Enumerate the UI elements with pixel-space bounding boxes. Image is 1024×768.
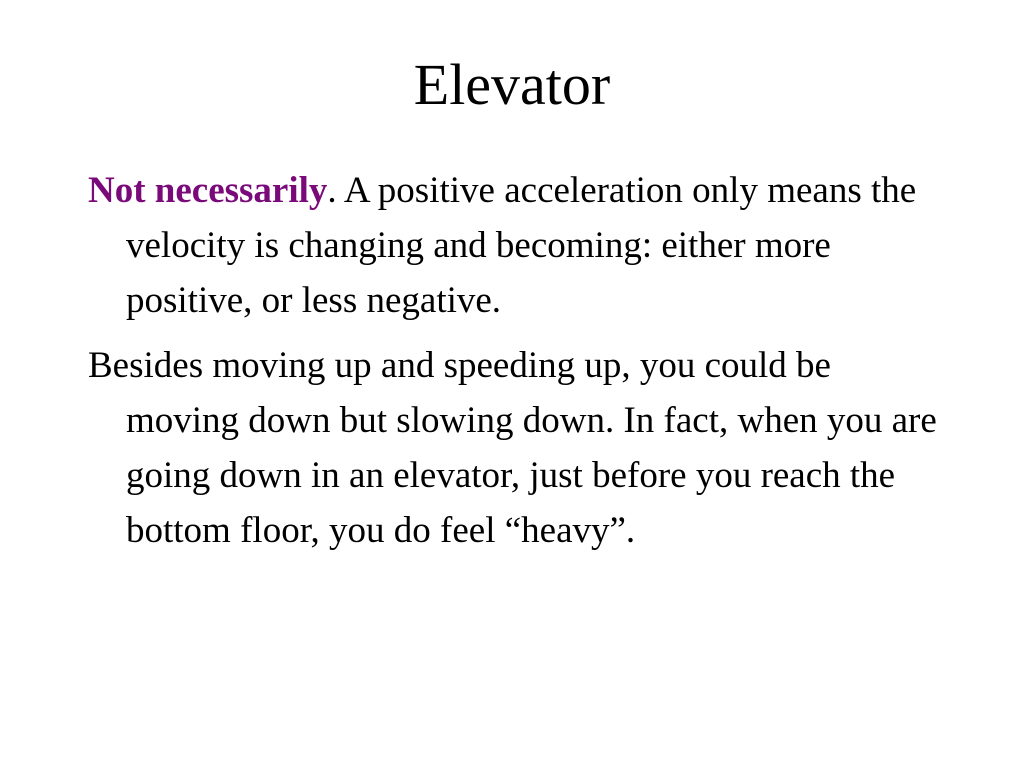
- paragraph-2: Besides moving up and speeding up, you could be moving down but slowing down. In fact, when you are going down in an elevator, just before you reach the bottom floor, you do feel “heavy”.: [88, 345, 937, 551]
- slide-title: Elevator: [413, 52, 611, 117]
- paragraph-1-text: . A positive acceleration only means the velocity is changing and becoming: either more positive, or less negative.: [126, 170, 917, 321]
- slide-body: [88, 163, 938, 568]
- paragraph-1: [88, 163, 938, 328]
- emphasis-text: Not necessarily: [88, 170, 328, 211]
